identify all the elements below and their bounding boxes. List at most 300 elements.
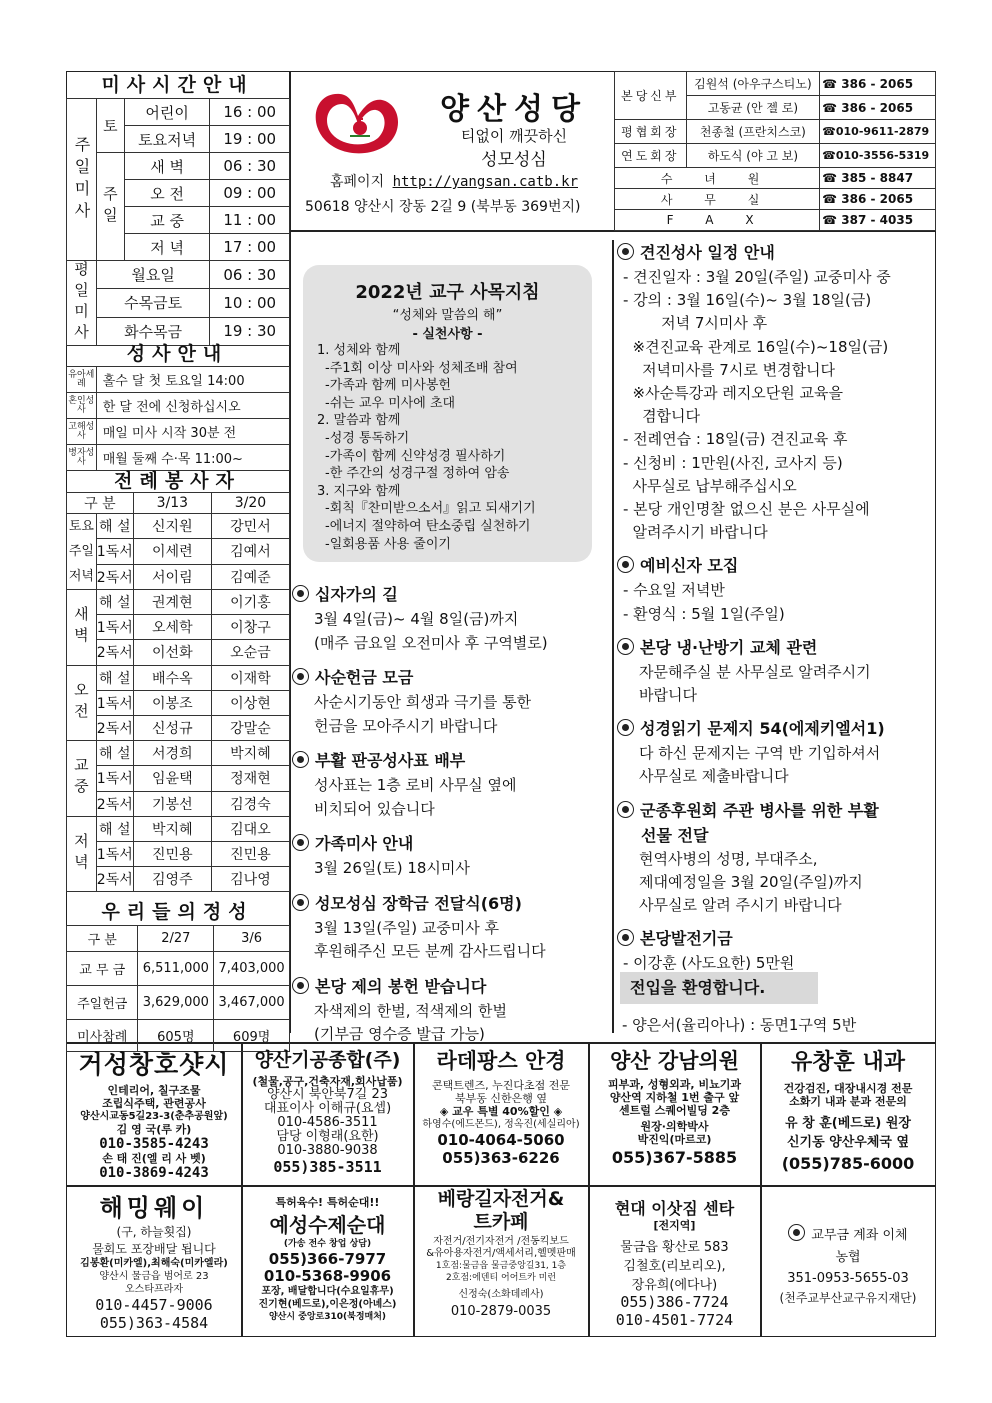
ad-line: 양산시교동5길23-3(춘추공원앞) bbox=[80, 1111, 228, 1122]
contacts-table bbox=[614, 71, 936, 231]
ads-mid-divider bbox=[66, 1185, 936, 1187]
ad-phone: 010-2879-0035 bbox=[450, 1304, 552, 1319]
ad-phone: 055)363-4584 bbox=[99, 1314, 209, 1332]
notice-line: ※사순특강과 레지오단원 교육을 bbox=[623, 384, 844, 403]
ad-ladefense bbox=[414, 1045, 588, 1185]
pastoral-line: -한 주간의 성경구절 정하여 암송 bbox=[325, 466, 510, 482]
server-name: 신성규 bbox=[133, 715, 211, 740]
ad-bank-transfer bbox=[761, 1188, 935, 1336]
notice-title: 성모성심 장학금 전달식(6명) bbox=[292, 891, 610, 917]
notice-line: 3월 13일(주일) 교중미사 후 bbox=[314, 918, 500, 937]
sacrament-text: 매월 둘째 수·목 11:00~ bbox=[96, 445, 289, 471]
ad-name: 양산기공종합(주) bbox=[254, 1049, 401, 1071]
ad-phone: 055)367-5885 bbox=[611, 1148, 738, 1167]
ad-phone: 010-3880-9038 bbox=[277, 1143, 378, 1158]
server-name: 이기홍 bbox=[211, 590, 289, 615]
phone-icon: ☎ bbox=[822, 100, 838, 115]
pastoral-line: -가족과 함께 미사봉헌 bbox=[325, 378, 451, 394]
server-role: 2독서 bbox=[96, 867, 133, 892]
ad-line: 2호점:에덴티 어어트카 미런 bbox=[445, 1273, 557, 1283]
server-name: 김나영 bbox=[211, 867, 289, 892]
phone-icon: ☎ bbox=[822, 192, 838, 206]
ad-name: 거성창호샷시 bbox=[78, 1050, 230, 1079]
server-name: 기봉선 bbox=[133, 791, 211, 816]
notice-title: 본당 제의 봉헌 받습니다 bbox=[292, 974, 610, 1000]
contact-phone: ☎ 386 - 2065 bbox=[820, 72, 936, 96]
contact-name: 김원석 (아우구스티노) bbox=[686, 72, 820, 96]
ad-phone: 055)386-7724 bbox=[620, 1293, 729, 1311]
ad-line: 김철호(리보리오), bbox=[623, 1259, 726, 1274]
notice-title: 부활 판공성사표 배부 bbox=[292, 748, 610, 774]
phone-icon: ☎ bbox=[822, 213, 838, 227]
notice-item bbox=[292, 891, 610, 964]
ad-line: 신정숙(소화데레사) bbox=[458, 1289, 544, 1300]
ad-name: 해밍웨이 bbox=[99, 1194, 209, 1222]
pastoral-line: -성경 통독하기 bbox=[325, 430, 410, 446]
sacrament-text: 매일 미사 시작 30분 전 bbox=[96, 419, 289, 445]
pastoral-line: -가족이 함께 신약성경 필사하기 bbox=[325, 448, 506, 464]
notices-left bbox=[292, 582, 610, 1047]
pastoral-box bbox=[303, 265, 592, 562]
server-name: 오순금 bbox=[211, 640, 289, 665]
notice-title-2: 선물 전달 bbox=[641, 825, 709, 845]
ad-phone: 010-3869-4243 bbox=[99, 1165, 209, 1181]
mass-time: 16 : 00 bbox=[210, 99, 290, 126]
notice-line: 후원해주신 모든 분께 감사드립니다 bbox=[314, 942, 546, 960]
sat-label: 토 bbox=[96, 99, 124, 153]
notice-line: - 본당 개인명찰 없으신 분은 사무실에 bbox=[623, 500, 870, 519]
server-name: 이상현 bbox=[211, 690, 289, 715]
server-name: 오세학 bbox=[133, 615, 211, 640]
ad-line: ◈ 교우 특별 40%할인 ◈ bbox=[439, 1105, 563, 1118]
bullet-icon bbox=[788, 1224, 805, 1241]
ad-line: 대표이사 이해규(요셉) bbox=[263, 1101, 392, 1116]
server-group-label: 오전 bbox=[67, 665, 97, 741]
server-name: 권계현 bbox=[133, 590, 211, 615]
notice-line: - 강의 : 3월 16일(수)~ 3월 18일(금) bbox=[623, 291, 872, 310]
notice-line: 자문해주실 분 사무실로 알려주시기 bbox=[639, 662, 871, 681]
notice-line: 저녁 7시미사 후 bbox=[623, 314, 768, 333]
server-name: 김영주 bbox=[133, 867, 211, 892]
server-role: 해 설 bbox=[96, 665, 133, 690]
contact-role: 본당신부 bbox=[615, 72, 687, 120]
mass-name: 저 녁 bbox=[124, 234, 210, 261]
ad-hyundai-moving bbox=[589, 1188, 760, 1336]
ad-yesung-sundae bbox=[242, 1188, 413, 1336]
ad-line: [전지역] bbox=[653, 1219, 696, 1232]
server-name: 이창구 bbox=[211, 615, 289, 640]
notice-item bbox=[617, 635, 935, 707]
church-subtitle: 티없이 깨끗하신 bbox=[460, 127, 568, 145]
ad-line: 피부과, 성형외과, 비뇨기과 bbox=[608, 1078, 741, 1091]
mass-time: 10 : 00 bbox=[210, 289, 290, 317]
offerings-date: 2/27 bbox=[138, 926, 214, 952]
notice-title: 사순헌금 모금 bbox=[292, 665, 610, 691]
offering-label: 주일헌금 bbox=[67, 986, 138, 1020]
mass-schedule-table bbox=[66, 98, 290, 346]
offerings-title: 우리들의정성 bbox=[101, 901, 254, 923]
ad-line: &유아용자전거/액세서리,헬멧판매 bbox=[426, 1248, 576, 1259]
ad-name-2: 트카페 bbox=[473, 1211, 529, 1233]
notice-line: 성사표는 1층 로비 사무실 옆에 bbox=[314, 776, 517, 794]
server-role: 해 설 bbox=[96, 741, 133, 766]
notice-line: 겸합니다 bbox=[623, 407, 701, 426]
offerings-table bbox=[66, 925, 290, 1052]
ad-line: 소화기 내과 분과 전문의 bbox=[789, 1095, 907, 1108]
ad-line: 물회도 포장배달 됩니다 bbox=[92, 1242, 216, 1256]
welcome-title: 전입을 환영합니다. bbox=[620, 972, 818, 1004]
bank-transfer-title: 교무금 계좌 이체 bbox=[761, 1224, 935, 1243]
contact-role: 평협회장 bbox=[615, 120, 687, 144]
ad-name: 베랑길자전거& bbox=[437, 1188, 565, 1210]
ad-line: 포장, 배달합니다(수요일휴무) bbox=[261, 1286, 394, 1297]
notice-title: 군종후원회 주관 병사를 위한 부활 bbox=[617, 798, 935, 824]
ad-line: 손 태 진(엘 리 사 벳) bbox=[102, 1152, 206, 1165]
server-name: 정재현 bbox=[211, 766, 289, 791]
contact-phone: ☎ 387 - 4035 bbox=[820, 210, 936, 231]
ad-geoseong bbox=[67, 1045, 241, 1185]
ad-line: 원장·의학박사 bbox=[640, 1120, 709, 1133]
notice-title: 견진성사 일정 안내 bbox=[617, 240, 935, 266]
notice-line: 사무실로 제출바랍니다 bbox=[639, 767, 789, 786]
notice-line: 사무실로 납부해주십시오 bbox=[623, 476, 797, 495]
servers-date: 3/20 bbox=[211, 493, 289, 514]
ad-line: 센트럴 스퀘어빌딩 2층 bbox=[619, 1104, 730, 1117]
bank-name: 농협 bbox=[835, 1250, 861, 1265]
notice-line: 사순시기동안 희생과 극기를 통한 bbox=[314, 693, 532, 711]
notice-line: - 견진일자 : 3월 20일(주일) 교중미사 중 bbox=[623, 268, 891, 286]
bullet-icon bbox=[617, 556, 634, 573]
servers-table bbox=[66, 492, 290, 892]
notice-line: 3월 4일(금)~ 4월 8일(금)까지 bbox=[314, 610, 519, 628]
sacrament-label: 유아세례 bbox=[67, 367, 97, 393]
server-role: 1독서 bbox=[96, 615, 133, 640]
notice-line: 사무실로 알려 주시기 바랍니다 bbox=[639, 896, 842, 915]
offering-value: 7,403,000 bbox=[214, 952, 290, 986]
notice-item bbox=[617, 716, 935, 788]
ad-line: 장유희(에다나) bbox=[631, 1278, 718, 1293]
offerings-col-label: 구 분 bbox=[67, 926, 138, 952]
welcome-line: - 양은서(율리아나) : 동면1구역 5반 bbox=[622, 1016, 857, 1034]
bullet-icon bbox=[292, 668, 309, 685]
ad-line: 북부동 신한은행 옆 bbox=[454, 1092, 547, 1105]
contact-role: 수 녀 원 bbox=[615, 168, 820, 189]
notice-line: (매주 금요일 오전미사 후 구역별로) bbox=[314, 633, 548, 652]
pastoral-line: 2. 말씀과 함께 bbox=[317, 413, 401, 429]
ad-phone: 055)366-7977 bbox=[268, 1250, 387, 1268]
server-group-label: 교중 bbox=[67, 741, 97, 817]
mass-name: 월요일 bbox=[96, 261, 209, 289]
ad-line: 양산시 북안북7길 23 bbox=[267, 1087, 388, 1102]
pastoral-lines bbox=[317, 342, 592, 553]
pastoral-line: -회칙『찬미받으소서』읽고 되새기기 bbox=[325, 501, 536, 517]
bank-account: 351-0953-5655-03 bbox=[787, 1271, 909, 1286]
mass-time: 19 : 00 bbox=[210, 126, 290, 153]
ad-phone: 010-5368-9906 bbox=[263, 1267, 392, 1285]
mass-time: 06 : 30 bbox=[210, 261, 290, 289]
notice-line: 저녁미사를 7시로 변경합니다 bbox=[623, 360, 836, 379]
mass-schedule-title: 미사시간안내 bbox=[101, 74, 254, 96]
contact-phone: ☎010-3556-5319 bbox=[820, 144, 936, 168]
notice-line: 제대예정일을 3월 20일(주일)까지 bbox=[639, 872, 863, 891]
bank-holder: (천주교부산교구유지재단) bbox=[779, 1291, 917, 1305]
notice-line: - 신청비 : 1만원(사진, 코사지 등) bbox=[623, 453, 843, 472]
ad-line: 콘택트렌즈, 누진다초점 전문 bbox=[431, 1079, 570, 1092]
mass-name: 교 중 bbox=[124, 207, 210, 234]
server-name: 김대오 bbox=[211, 816, 289, 841]
notice-line: 비치되어 있습니다 bbox=[314, 799, 435, 818]
ad-yuchanghoon bbox=[761, 1045, 935, 1185]
notices-right bbox=[617, 240, 935, 975]
mass-name: 어린이 bbox=[124, 99, 210, 126]
contact-name: 하도식 (야 고 보) bbox=[686, 144, 820, 168]
ad-line: 박진익(마르코) bbox=[637, 1133, 712, 1146]
col-divider-right bbox=[612, 240, 614, 1033]
server-name: 박지혜 bbox=[133, 816, 211, 841]
notice-line: - 전례연습 : 18일(금) 견진교육 후 bbox=[623, 430, 848, 449]
notice-line: 현역사병의 성명, 부대주소, bbox=[639, 849, 818, 868]
offering-value: 605명 bbox=[138, 1020, 214, 1052]
mass-time: 19 : 30 bbox=[210, 317, 290, 345]
server-name: 배수옥 bbox=[133, 665, 211, 690]
church-logo bbox=[300, 82, 418, 164]
homepage-label: 홈페이지 bbox=[330, 174, 385, 190]
homepage-link[interactable]: http://yangsan.catb.kr bbox=[392, 174, 578, 190]
ad-line: 양산시 물금읍 범어로 23 bbox=[99, 1271, 209, 1282]
server-name: 진민용 bbox=[133, 841, 211, 866]
pastoral-theme: “성체와 말씀의 해” bbox=[392, 308, 503, 323]
sacrament-label: 고해성사 bbox=[67, 419, 97, 445]
bullet-icon bbox=[292, 751, 309, 768]
ad-line: 자전거/전기자전거 /전동킥보드 bbox=[433, 1236, 569, 1247]
pastoral-line: -주1회 이상 미사와 성체조배 참여 bbox=[325, 360, 518, 376]
mass-name: 토요저녁 bbox=[124, 126, 210, 153]
server-role: 2독서 bbox=[96, 640, 133, 665]
ad-line: (구, 하늘횟집) bbox=[116, 1225, 192, 1239]
server-role: 2독서 bbox=[96, 564, 133, 589]
ad-name: 라데팡스 안경 bbox=[436, 1049, 566, 1073]
server-role: 해 설 bbox=[96, 590, 133, 615]
server-role: 2독서 bbox=[96, 715, 133, 740]
contact-name: 천종철 (프란치스코) bbox=[686, 120, 820, 144]
ad-line: 담당 이형래(요한) bbox=[276, 1129, 379, 1144]
ad-line: 하영수(에드몬드), 정옥진(세실리아) bbox=[422, 1119, 580, 1130]
sacrament-text: 한 달 전에 신청하십시오 bbox=[96, 393, 289, 419]
pastoral-line: -일회용품 사용 줄이기 bbox=[325, 536, 451, 552]
ad-phone: 055)385-3511 bbox=[273, 1158, 382, 1176]
offerings-date: 3/6 bbox=[214, 926, 290, 952]
mass-name: 수목금토 bbox=[96, 289, 209, 317]
server-name: 이세련 bbox=[133, 539, 211, 564]
contact-role: 연도회장 bbox=[615, 144, 687, 168]
ad-yangsan-gigong bbox=[242, 1045, 413, 1185]
phone-icon: ☎ bbox=[822, 76, 838, 91]
mass-name: 화수목금 bbox=[96, 317, 209, 345]
bullet-icon bbox=[617, 801, 634, 818]
server-name: 이봉조 bbox=[133, 690, 211, 715]
notice-line: (기부금 영수증 발급 가능) bbox=[314, 1025, 485, 1043]
notice-line: 바랍니다 bbox=[639, 686, 697, 705]
notice-title: 본당 냉·난방기 교체 관련 bbox=[617, 635, 935, 661]
ad-phone: 010-4501-7724 bbox=[615, 1311, 734, 1329]
pastoral-line: -에너지 절약하여 탄소중립 실천하기 bbox=[325, 518, 531, 534]
ad-line: 인테리어, 칠구조물 bbox=[107, 1084, 201, 1097]
sacrament-table bbox=[66, 366, 290, 471]
address: 50618 양산시 장동 2길 9 (북부동 369번지) bbox=[305, 199, 581, 215]
server-role: 해 설 bbox=[96, 816, 133, 841]
server-role: 1독서 bbox=[96, 539, 133, 564]
church-name: 양산성당 bbox=[440, 92, 588, 127]
notice-line: 3월 26일(토) 18시미사 bbox=[314, 859, 470, 877]
ad-phone: 010-4064-5060 bbox=[437, 1131, 565, 1149]
offering-label: 교 무 금 bbox=[67, 952, 138, 986]
phone-icon: ☎ bbox=[822, 125, 836, 138]
sacrament-label: 병자성사 bbox=[67, 445, 97, 471]
notice-title: 가족미사 안내 bbox=[292, 831, 610, 857]
server-name: 김경숙 bbox=[211, 791, 289, 816]
sun-label: 주일 bbox=[96, 153, 124, 261]
server-name: 이재학 bbox=[211, 665, 289, 690]
offering-value: 3,467,000 bbox=[214, 986, 290, 1020]
server-name: 김예서 bbox=[211, 539, 289, 564]
mass-time: 09 : 00 bbox=[210, 180, 290, 207]
notice-line: ※견진교육 관계로 16일(수)~18일(금) bbox=[623, 337, 889, 356]
server-name: 진민용 bbox=[211, 841, 289, 866]
ad-name: 예성수제순대 bbox=[269, 1213, 386, 1237]
contact-phone: ☎ 386 - 2065 bbox=[820, 189, 936, 210]
notice-item bbox=[292, 748, 610, 821]
server-group-label: 토요주일저녁 bbox=[67, 514, 97, 590]
notice-item bbox=[292, 974, 610, 1047]
server-role: 1독서 bbox=[96, 690, 133, 715]
bullet-icon bbox=[292, 894, 309, 911]
server-name: 강말순 bbox=[211, 715, 289, 740]
ad-name: 현대 이삿짐 센타 bbox=[614, 1199, 735, 1218]
server-role: 1독서 bbox=[96, 841, 133, 866]
ad-line: 양산시 중앙로310(북정매처) bbox=[268, 1312, 387, 1322]
contact-phone: ☎ 385 - 8847 bbox=[820, 168, 936, 189]
contact-phone: ☎010-9611-2879 bbox=[820, 120, 936, 144]
server-name: 강민서 bbox=[211, 514, 289, 539]
server-name: 신지원 bbox=[133, 514, 211, 539]
ad-gangnam-clinic bbox=[589, 1045, 760, 1185]
bullet-icon bbox=[617, 929, 634, 946]
notice-item bbox=[617, 926, 935, 975]
server-group-label: 저녁 bbox=[67, 816, 97, 892]
bullet-icon bbox=[617, 719, 634, 736]
server-name: 김예준 bbox=[211, 564, 289, 589]
server-name: 서이림 bbox=[133, 564, 211, 589]
phone-icon: ☎ bbox=[822, 171, 838, 185]
church-subtitle-2: 성모성심 bbox=[481, 150, 547, 170]
bullet-icon bbox=[292, 977, 309, 994]
pastoral-line: 3. 지구와 함께 bbox=[317, 483, 401, 499]
notice-line: 알려주시기 바랍니다 bbox=[623, 523, 768, 542]
weekday-mass-label: 평일미사 bbox=[67, 261, 97, 346]
notice-item bbox=[292, 665, 610, 738]
notice-item bbox=[617, 553, 935, 625]
mass-time: 11 : 00 bbox=[210, 207, 290, 234]
ad-line: 1호점:물금읍 물금중앙길31, 1층 bbox=[435, 1261, 567, 1271]
sunday-mass-label: 주일미사 bbox=[67, 99, 97, 261]
contact-role: F A X bbox=[615, 210, 820, 231]
ad-line: 진기현(베드로),이은정(아녜스) bbox=[258, 1299, 397, 1310]
pastoral-title: 2022년 교구 사목지침 bbox=[355, 282, 540, 303]
server-name: 이선화 bbox=[133, 640, 211, 665]
notice-item bbox=[617, 240, 935, 544]
notice-line: - 수요일 저녁반 bbox=[623, 581, 725, 600]
server-name: 서경희 bbox=[133, 741, 211, 766]
ad-line: 오스타프라자 bbox=[125, 1284, 183, 1295]
ad-line: (철물,공구,건축자재,회사납품) bbox=[252, 1075, 403, 1088]
contact-phone: ☎ 386 - 2065 bbox=[820, 96, 936, 120]
ad-line: 건강검진, 대장내시경 전문 bbox=[783, 1082, 913, 1095]
ad-line: 물금읍 황산로 583 bbox=[620, 1240, 729, 1255]
notice-line: - 이강훈 (사도요한) 5만원 bbox=[623, 954, 795, 973]
sacrament-title: 성사안내 bbox=[126, 343, 229, 365]
server-role: 해 설 bbox=[96, 514, 133, 539]
mass-time: 06 : 30 bbox=[210, 153, 290, 180]
ad-line: 양산역 지하철 1번 출구 앞 bbox=[609, 1091, 740, 1104]
contact-name: 고동균 (안 젤 로) bbox=[686, 96, 820, 120]
notice-item bbox=[292, 582, 610, 655]
ad-name: 유창훈 내과 bbox=[791, 1050, 905, 1075]
notice-line: 헌금을 모아주시기 바랍니다 bbox=[314, 716, 498, 735]
servers-title: 전례봉사자 bbox=[114, 470, 241, 492]
notice-line: 다 하신 문제지는 구역 반 기입하셔서 bbox=[639, 744, 881, 763]
sacrament-label: 혼인성사 bbox=[67, 393, 97, 419]
mass-time: 17 : 00 bbox=[210, 234, 290, 261]
servers-date: 3/13 bbox=[133, 493, 211, 514]
server-name: 임윤택 bbox=[133, 766, 211, 791]
ad-bike-cafe bbox=[414, 1188, 588, 1336]
sacrament-text: 홀수 달 첫 토요일 14:00 bbox=[96, 367, 289, 393]
ad-phone: 010-3585-4243 bbox=[99, 1136, 209, 1152]
ad-line: 신기동 양산우체국 옆 bbox=[786, 1135, 910, 1150]
notice-title: 십자가의 길 bbox=[292, 582, 610, 608]
notice-item bbox=[292, 831, 610, 881]
bullet-icon bbox=[617, 638, 634, 655]
pastoral-sub: - 실천사항 - bbox=[412, 327, 483, 342]
pastoral-line: 1. 성체와 함께 bbox=[317, 343, 401, 358]
notice-title: 예비신자 모집 bbox=[617, 553, 935, 579]
ad-phone: (055)785-6000 bbox=[781, 1154, 915, 1173]
offering-label: 미사참례 bbox=[67, 1020, 138, 1052]
offering-value: 609명 bbox=[214, 1020, 290, 1052]
bullet-icon bbox=[292, 585, 309, 602]
ad-name: 양산 강남의원 bbox=[609, 1049, 740, 1073]
servers-col-label: 구 분 bbox=[67, 493, 134, 514]
offering-value: 3,629,000 bbox=[138, 986, 214, 1020]
ad-line: (가송 전수 창업 상담) bbox=[283, 1239, 372, 1249]
contact-role: 사 무 실 bbox=[615, 189, 820, 210]
ad-phone: 010-4457-9006 bbox=[95, 1296, 213, 1314]
server-role: 1독서 bbox=[96, 766, 133, 791]
bullet-icon bbox=[292, 834, 309, 851]
phone-icon: ☎ bbox=[822, 149, 836, 162]
notice-item bbox=[617, 798, 935, 918]
notice-line: 자색제의 한벌, 적색제의 한벌 bbox=[314, 1001, 507, 1020]
server-name: 박지혜 bbox=[211, 741, 289, 766]
notice-title: 성경읽기 문제지 54(에제키엘서1) bbox=[617, 716, 935, 742]
notice-line: - 환영식 : 5월 1일(주일) bbox=[623, 604, 785, 623]
server-group-label: 새벽 bbox=[67, 590, 97, 666]
ad-phone: 055)363-6226 bbox=[442, 1149, 560, 1167]
ad-line: 조립식주택, 관련공사 bbox=[102, 1097, 206, 1110]
ad-line: 특허육수! 특허순대!! bbox=[275, 1196, 380, 1209]
server-role: 2독서 bbox=[96, 791, 133, 816]
ad-hemingway bbox=[67, 1188, 241, 1336]
